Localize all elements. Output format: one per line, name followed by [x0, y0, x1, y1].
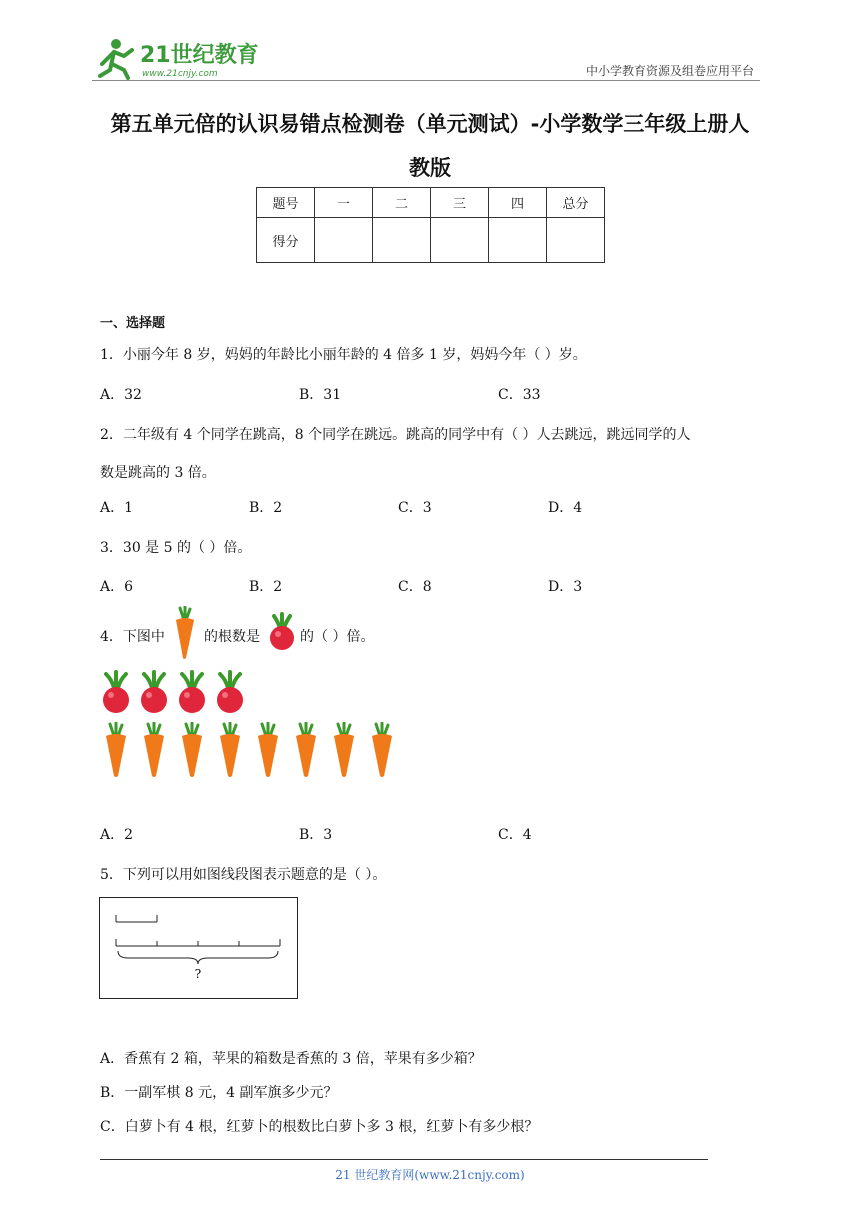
- q3-option-a[interactable]: A．6: [100, 579, 134, 595]
- carrot-icon: [106, 723, 126, 777]
- section-heading: 一、选择题: [100, 316, 166, 331]
- q1-option-c[interactable]: C．33: [498, 387, 541, 403]
- question-2-line2: 数是跳高的 3 倍。: [100, 465, 216, 481]
- score-header-cell: 题号: [257, 188, 315, 218]
- site-logo: [92, 36, 272, 80]
- question-5: 5．下列可以用如图线段图表示题意的是（ ）。: [100, 867, 387, 883]
- carrot-icon: [372, 723, 392, 777]
- footer-link[interactable]: 21 世纪教育网(www.21cnjy.com): [335, 1168, 525, 1182]
- q3-option-b[interactable]: B．2: [249, 579, 283, 595]
- radish-row: [100, 670, 250, 716]
- score-input-cell[interactable]: [315, 218, 373, 263]
- q4-option-c[interactable]: C．4: [498, 827, 532, 843]
- carrot-icon: [296, 723, 316, 777]
- header-divider: [92, 80, 760, 81]
- svg-text:www.21cnjy.com: www.21cnjy.com: [142, 69, 218, 79]
- score-header-cell: 一: [315, 188, 373, 218]
- score-table: [256, 187, 605, 263]
- page-title-line2: 教版: [409, 156, 451, 180]
- score-input-cell[interactable]: [547, 218, 605, 263]
- question-1: 1．小丽今年 8 岁，妈妈的年龄比小丽年龄的 4 倍多 1 岁，妈妈今年（ ）岁。: [100, 347, 587, 363]
- header-platform-text: 中小学教育资源及组卷应用平台: [585, 64, 754, 78]
- score-input-cell[interactable]: [431, 218, 489, 263]
- radish-icon: [217, 672, 243, 713]
- svg-text:21世纪教育: 21世纪教育: [140, 43, 259, 68]
- carrot-icon: [258, 723, 278, 777]
- q4-option-a[interactable]: A．2: [100, 827, 134, 843]
- carrot-row: [100, 722, 400, 778]
- score-input-cell[interactable]: [489, 218, 547, 263]
- radish-icon: [141, 672, 167, 713]
- q2-option-c[interactable]: C．3: [398, 500, 432, 516]
- score-row-label: 得分: [257, 218, 315, 263]
- carrot-icon: [182, 723, 202, 777]
- radish-icon: [179, 672, 205, 713]
- score-header-cell: 总分: [547, 188, 605, 218]
- q3-option-c[interactable]: C．8: [398, 579, 432, 595]
- q5-option-a[interactable]: A．香蕉有 2 箱，苹果的箱数是香蕉的 3 倍，苹果有多少箱？: [100, 1051, 482, 1067]
- question-2: 2．二年级有 4 个同学在跳高，8 个同学在跳远。跳高的同学中有（ ）人去跳远，跳远同学的人: [100, 427, 691, 443]
- question-4-part3: 的（ ）倍。: [300, 629, 375, 645]
- q1-option-a[interactable]: A．32: [100, 387, 142, 403]
- question-4-part2: 的根数是: [204, 629, 260, 645]
- radish-icon: [103, 672, 129, 713]
- score-input-cell[interactable]: [373, 218, 431, 263]
- carrot-icon: [144, 723, 164, 777]
- q2-option-b[interactable]: B．2: [249, 500, 283, 516]
- q5-option-b[interactable]: B．一副军棋 8 元，4 副军旗多少元？: [100, 1085, 338, 1101]
- q2-option-a[interactable]: A．1: [100, 500, 134, 516]
- question-4-part1: 4．下图中: [100, 629, 165, 645]
- score-header-cell: 三: [431, 188, 489, 218]
- segment-diagram-svg: [100, 898, 297, 998]
- radish-icon: [266, 612, 298, 652]
- diagram-question-label: ?: [194, 967, 202, 981]
- score-header-cell: 二: [373, 188, 431, 218]
- footer-divider: [100, 1159, 708, 1160]
- line-segment-diagram: [99, 897, 298, 999]
- carrot-icon: [220, 723, 240, 777]
- q3-option-d[interactable]: D．3: [548, 579, 583, 595]
- q2-option-d[interactable]: D．4: [548, 500, 583, 516]
- q1-option-b[interactable]: B．31: [299, 387, 342, 403]
- question-3: 3．30 是 5 的（ ）倍。: [100, 540, 252, 556]
- q5-option-c[interactable]: C．白萝卜有 4 根，红萝卜的根数比白萝卜多 3 根，红萝卜有多少根？: [100, 1119, 539, 1135]
- score-header-cell: 四: [489, 188, 547, 218]
- runner-icon: [100, 39, 132, 78]
- carrot-icon: [334, 723, 354, 777]
- q4-option-b[interactable]: B．3: [299, 827, 333, 843]
- carrot-icon: [168, 606, 198, 660]
- page-title: 第五单元倍的认识易错点检测卷（单元测试）-小学数学三年级上册人: [110, 112, 750, 136]
